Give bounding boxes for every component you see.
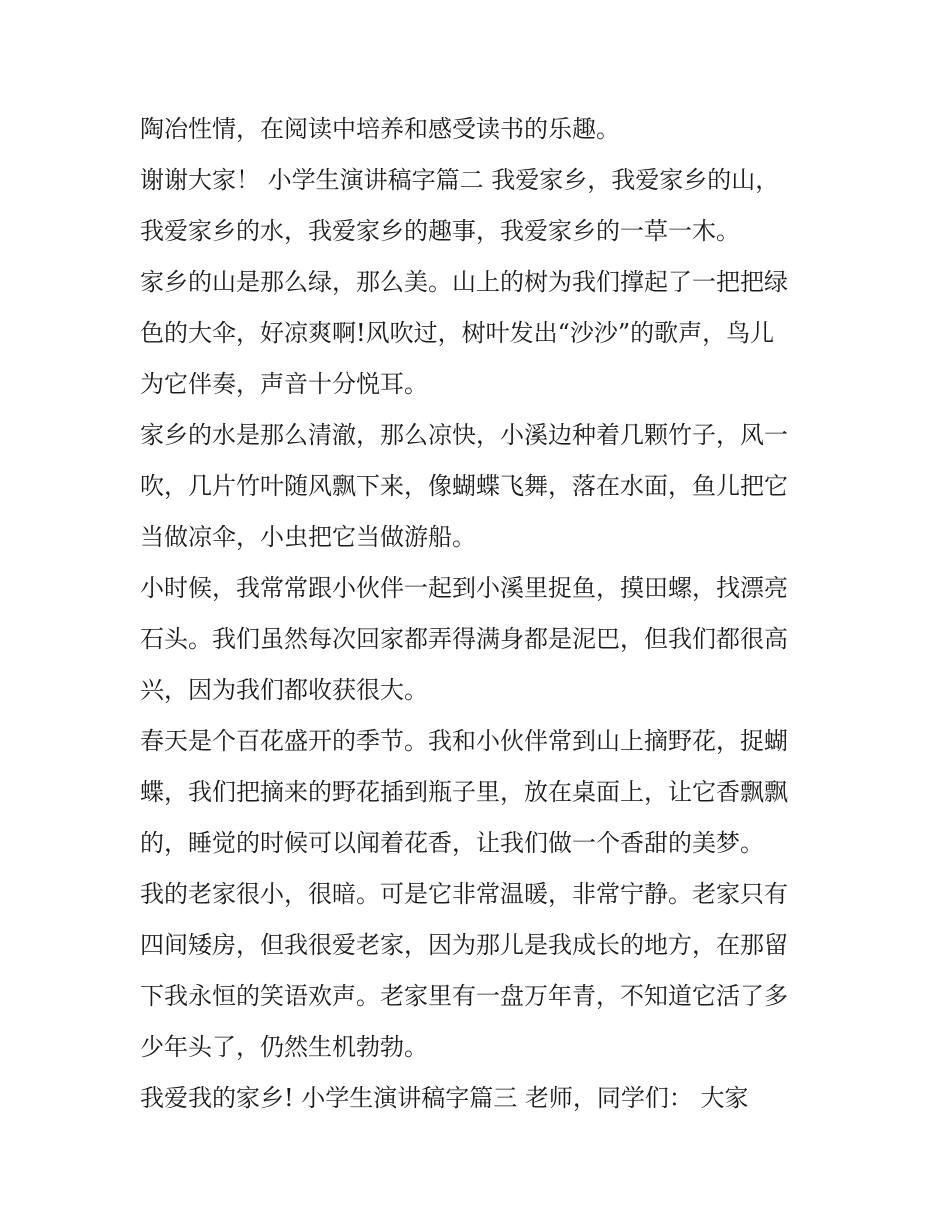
text-line: 石头。我们虽然每次回家都弄得满身都是泥巴，但我们都很高	[140, 625, 788, 653]
text-line: 家乡的山是那么绿，那么美。山上的树为我们撑起了一把把绿	[140, 268, 788, 296]
text-line: 小时候，我常常跟小伙伴一起到小溪里捉鱼，摸田螺，找漂亮	[140, 574, 788, 602]
text-line: 我爱家乡的水，我爱家乡的趣事，我爱家乡的一草一木。	[140, 217, 740, 245]
text-line: 的，睡觉的时候可以闻着花香，让我们做一个香甜的美梦。	[140, 829, 764, 857]
text-line: 为它伴奏，声音十分悦耳。	[140, 370, 428, 398]
text-line: 谢谢大家！ 小学生演讲稿字篇二 我爱家乡，我爱家乡的山，	[140, 166, 780, 194]
text-line: 春天是个百花盛开的季节。我和小伙伴常到山上摘野花，捉蝴	[140, 727, 788, 755]
text-line: 当做凉伞，小虫把它当做游船。	[140, 523, 476, 551]
text-line: 四间矮房，但我很爱老家，因为那儿是我成长的地方，在那留	[140, 931, 788, 959]
text-line: 家乡的水是那么清澈，那么凉快，小溪边种着几颗竹子，风一	[140, 421, 788, 449]
text-line: 下我永恒的笑语欢声。老家里有一盘万年青，不知道它活了多	[140, 982, 788, 1010]
text-line: 色的大伞，好凉爽啊!风吹过，树叶发出“沙沙”的歌声，鸟儿	[140, 319, 775, 347]
text-line: 少年头了，仍然生机勃勃。	[140, 1033, 428, 1061]
text-line: 陶冶性情，在阅读中培养和感受读书的乐趣。	[140, 115, 620, 143]
text-line: 兴，因为我们都收获很大。	[140, 676, 428, 704]
body-text	[140, 104, 820, 1124]
text-line: 蝶，我们把摘来的野花插到瓶子里，放在桌面上，让它香飘飘	[140, 778, 788, 806]
text-line: 吹，几片竹叶随风飘下来，像蝴蝶飞舞，落在水面，鱼儿把它	[140, 472, 788, 500]
text-line: 我爱我的家乡! 小学生演讲稿字篇三 老师，同学们： 大家	[140, 1084, 749, 1112]
text-line: 我的老家很小，很暗。可是它非常温暖，非常宁静。老家只有	[140, 880, 788, 908]
